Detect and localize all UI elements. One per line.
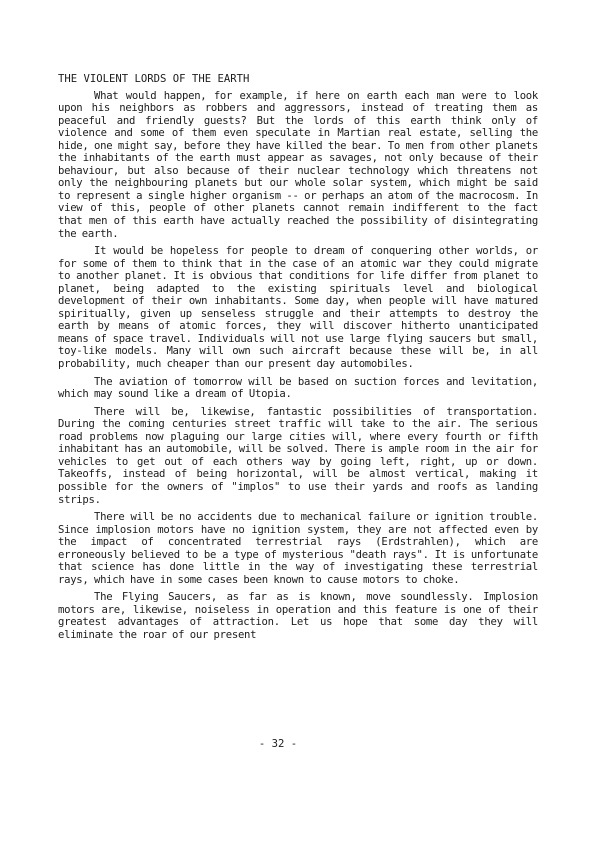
section-heading: THE VIOLENT LORDS OF THE EARTH <box>58 73 250 85</box>
paragraph-5: There will be no accidents due to mechanical failure or ignition trouble. Since implosion motors have no ignition system, they are not affected even by the impact of concentrated terrestrial rays (Erdstrahlen), which are erroneously believed to be a type of mysterious "death rays". It is unfortunate that science has done little in the way of investigating these terrestrial rays, which have in some cases been known to cause motors to choke. <box>58 511 538 586</box>
paragraph-6: The Flying Saucers, as far as is known, move soundlessly. Implosion motors are, likewise, noiseless in operation and this feature is one of their greatest advantages of attraction. Let us hope that some day they will eliminate the roar of our present <box>58 591 538 641</box>
paragraph-1: What would happen, for example, if here on earth each man were to look upon his neighbors as robbers and aggressors, instead of treating them as peaceful and friendly guests? But the lords of this earth think only of violence and some of them even speculate in Martian real estate, selling the hide, one might say, before they have killed the bear. To men from other planets the inhabitants of the earth must appear as savages, not only because of their behaviour, but also because of their nuclear technology which threatens not only the neighbouring planets but our whole solar system, which might be said to represent a single higher organism -- or perhaps an atom of the macrocosm. In view of this, people of other planets cannot remain indifferent to the fact that men of this earth have actually reached the possibility of disintegrating the earth. <box>58 89 538 240</box>
paragraph-3: The aviation of tomorrow will be based on suction forces and levitation, which may sound like a dream of Utopia. <box>58 375 538 401</box>
document-page <box>58 73 538 750</box>
page-number: - 32 - <box>258 738 298 750</box>
paragraph-2: It would be hopeless for people to dream of conquering other worlds, or for some of them to think that in the case of an atomic war they could migrate to another planet. It is obvious that conditions for life differ from planet to planet, being adapted to the existing spirituals level and biological development of their own inhabitants. Some day, when people will have matured spiritually, given up senseless struggle and their attempts to destroy the earth by means of atomic forces, they will discover hitherto unanticipated means of space travel. Individuals will not use large flying saucers but small, toy-like models. Many will own such aircraft because these will be, in all probability, much cheaper than our present day automobiles. <box>58 245 538 371</box>
paragraph-4: There will be, likewise, fantastic possibilities of transportation. During the coming centuries street traffic will take to the air. The serious road problems now plaguing our large cities will, where every fourth or fifth inhabitant has an automobile, will be solved. There is ample room in the air for vehicles to get out of each others way by going left, right, up or down. Takeoffs, instead of being horizontal, will be almost vertical, making it possible for the owners of "implos" to use their yards and roofs as landing strips. <box>58 405 538 506</box>
